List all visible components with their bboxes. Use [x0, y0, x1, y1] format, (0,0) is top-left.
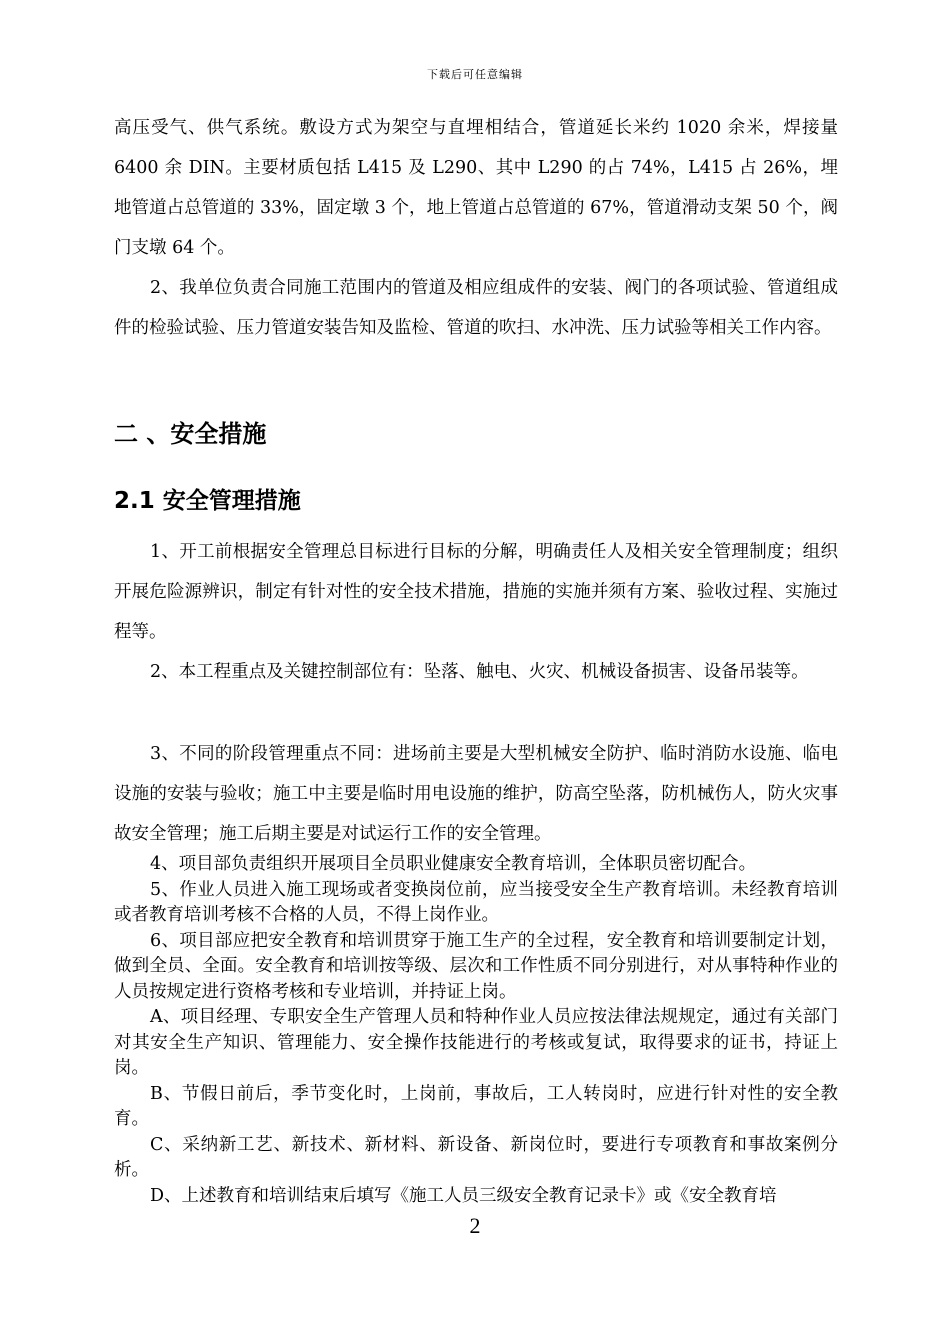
section-heading: 二 、安全措施 — [114, 420, 267, 448]
paragraph-item-5: 5、作业人员进入施工现场或者变换岗位前，应当接受安全生产教育培训。未经教育培训或者教育培训考核不合格的人员，不得上岗作业。 — [114, 879, 838, 925]
paragraph-scope: 2、我单位负责合同施工范围内的管道及相应组成件的安装、阀门的各项试验、管道组成件的检验试验、压力管道安装告知及监检、管道的吹扫、水冲洗、压力试验等相关工作内容。 — [114, 278, 838, 338]
paragraph-intro: 高压受气、供气系统。敷设方式为架空与直埋相结合，管道延长米约 1020 余米，焊接量 6400 余 DIN。主要材质包括 L415 及 L290、其中 L290 的占 74%，L415 占 26%，埋地管道占总管道的 33%，固定墩 3 个，地上管道占总管道的 67%，管道滑动支架 50 个，阀门支墩 64 个。 — [114, 118, 838, 258]
page-number: 2 — [469, 1213, 481, 1238]
paragraph-item-6: 6、项目部应把安全教育和培训贯穿于施工生产的全过程，安全教育和培训要制定计划，做到全员、全面。安全教育和培训按等级、层次和工作性质不同分别进行，对从事特种作业的人员按规定进行资格考核和专业培训，并持证上岗。 — [114, 930, 838, 1002]
paragraph-item-1: 1、开工前根据安全管理总目标进行目标的分解，明确责任人及相关安全管理制度；组织开展危险源辨识，制定有针对性的安全技术措施，措施的实施并须有方案、验收过程、实施过程等。 — [114, 542, 838, 642]
paragraph-item-2: 2、本工程重点及关键控制部位有：坠落、触电、火灾、机械设备损害、设备吊装等。 — [150, 662, 809, 682]
paragraph-item-a: A、项目经理、专职安全生产管理人员和特种作业人员应按法律法规规定，通过有关部门对其安全生产知识、管理能力、安全操作技能进行的考核或复试，取得要求的证书，持证上岗。 — [114, 1007, 838, 1078]
compact-list — [114, 852, 838, 1209]
paragraph-item-d: D、上述教育和培训结束后填写《施工人员三级安全教育记录卡》或《安全教育培 — [150, 1185, 777, 1206]
subsection-heading: 2.1 安全管理措施 — [114, 488, 301, 514]
paragraph-item-c: C、采纳新工艺、新技术、新材料、新设备、新岗位时，要进行专项教育和事故案例分析。 — [114, 1134, 838, 1180]
paragraph-item-4: 4、项目部负责组织开展项目全员职业健康安全教育培训，全体职员密切配合。 — [150, 854, 757, 874]
page-header: 下载后可任意编辑 — [427, 68, 523, 81]
paragraph-item-b: B、节假日前后，季节变化时，上岗前，事故后，工人转岗时，应进行针对性的安全教育。 — [114, 1083, 838, 1129]
paragraph-item-3: 3、不同的阶段管理重点不同：进场前主要是大型机械安全防护、临时消防水设施、临电设施的安装与验收；施工中主要是临时用电设施的维护，防高空坠落，防机械伤人，防火灾事故安全管理；施工后期主要是对试运行工作的安全管理。 — [114, 744, 838, 844]
